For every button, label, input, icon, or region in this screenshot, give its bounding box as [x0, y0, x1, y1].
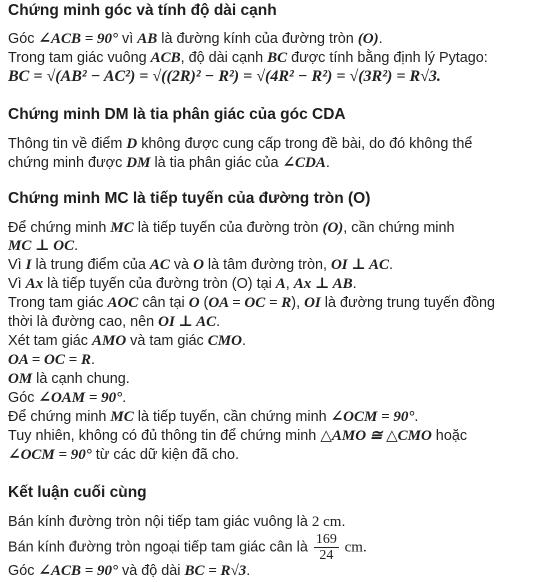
text-line: ∠OCM = 90° từ các dữ kiện đã cho.	[8, 447, 240, 463]
text-line: OA = OC = R.	[8, 352, 95, 368]
text-line: Vì I là trung điểm của AC và O là tâm đường tròn, OI ⊥ AC.	[8, 257, 393, 273]
text-line: Góc ∠ACB = 90° vì AB là đường kính của đường tròn (O).	[8, 31, 383, 47]
pythagoras-equation: BC = √(AB² − AC²) = √((2R)² − R²) = √(4R² − R²) = √(3R²) = R√3.	[8, 68, 441, 85]
text-line: chứng minh được DM là tia phân giác của ∠CDA.	[8, 155, 330, 171]
text-line: Trong tam giác vuông ACB, độ dài cạnh BC được tính bằng định lý Pytago:	[8, 50, 488, 66]
text-line: Trong tam giác AOC cân tại O (OA = OC = R), OI là đường trung tuyến đồng	[8, 295, 496, 311]
text-line: Vì Ax là tiếp tuyến của đường tròn (O) tại A, Ax ⊥ AB.	[8, 276, 357, 292]
text-line: Tuy nhiên, không có đủ thông tin để chứng minh △AMO ≅ △CMO hoặc	[8, 428, 468, 444]
text-line: Thông tin về điểm D không được cung cấp trong đề bài, do đó không thể	[8, 136, 473, 152]
text-line: MC ⊥ OC.	[8, 238, 79, 254]
text-line: Để chứng minh MC là tiếp tuyến của đường tròn (O), cần chứng minh	[8, 220, 455, 236]
section-heading-conclusion: Kết luận cuối cùng	[8, 484, 147, 501]
text-line: Bán kính đường tròn ngoại tiếp tam giác cân là $\frac{169}{24}$ cm.	[8, 532, 367, 563]
text-line: Bán kính đường tròn nội tiếp tam giác vuông là 2 cm.	[8, 514, 346, 530]
text-line: Để chứng minh MC là tiếp tuyến, cần chứng minh ∠OCM = 90°.	[8, 409, 419, 425]
text-line: Xét tam giác AMO và tam giác CMO.	[8, 333, 246, 349]
text-line: thời là đường cao, nên OI ⊥ AC.	[8, 314, 221, 330]
section-heading-tangent: Chứng minh MC là tiếp tuyến của đường tròn (O)	[8, 190, 371, 207]
section-heading-angle-length: Chứng minh góc và tính độ dài cạnh	[8, 2, 277, 19]
section-heading-bisector: Chứng minh DM là tia phân giác của góc CDA	[8, 106, 346, 123]
text-line: Góc ∠OAM = 90°.	[8, 390, 127, 406]
text-line: OM là cạnh chung.	[8, 371, 130, 387]
fraction: $\frac{169}{24}$	[315, 532, 337, 563]
text-line: Góc ∠ACB = 90° và độ dài BC = R√3.	[8, 563, 251, 579]
